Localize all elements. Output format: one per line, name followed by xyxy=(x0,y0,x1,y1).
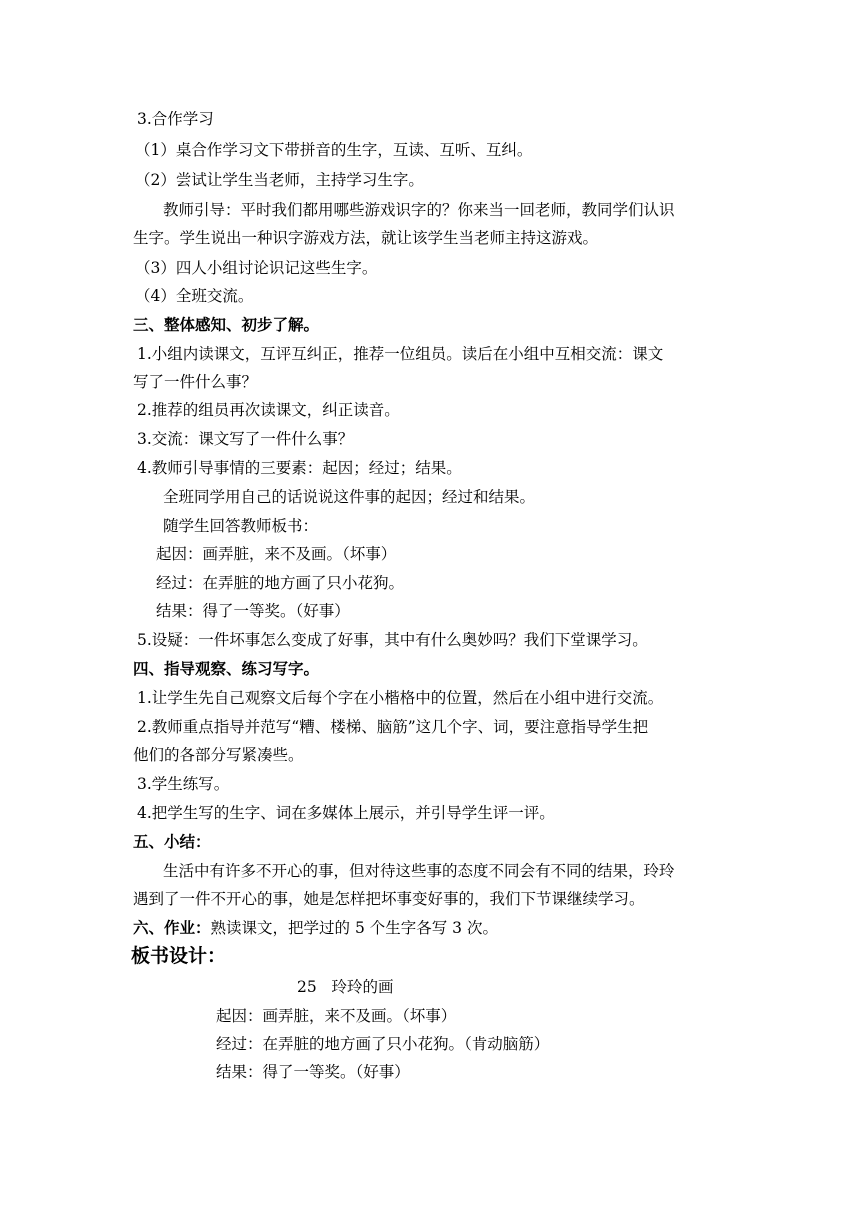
text-line: 4.教师引导事情的三要素：起因；经过；结果。 xyxy=(137,459,462,477)
text-line: 3.合作学习 xyxy=(137,110,214,128)
text-line: 3.学生练写。 xyxy=(137,775,230,793)
text-line: 他们的各部分写紧凑些。 xyxy=(133,746,304,764)
text-line: 4.把学生写的生字、词在多媒体上展示，并引导学生评一评。 xyxy=(137,804,555,822)
text-line: 写了一件什么事？ xyxy=(133,373,258,391)
text-line: 生字。学生说出一种识字游戏方法，就让该学生当老师主持这游戏。 xyxy=(133,229,599,247)
text-line: （4）全班交流。 xyxy=(135,287,254,305)
text-line: 随学生回答教师板书： xyxy=(163,517,319,535)
section-heading: 五、小结： xyxy=(133,832,211,851)
homework-line xyxy=(133,918,498,938)
homework-text: 熟读课文，把学过的 5 个生字各写 3 次。 xyxy=(210,919,498,937)
text-line: 结果：得了一等奖。（好事） xyxy=(156,602,350,620)
text-line: 遇到了一件不开心的事，她是怎样把坏事变好事的，我们下节课继续学习。 xyxy=(133,890,645,908)
section-heading: 六、作业： xyxy=(133,918,211,937)
text-line: 结果：得了一等奖。（好事） xyxy=(216,1063,410,1081)
section-heading: 四、指导观察、练习写字。 xyxy=(133,659,320,678)
text-line: 1.小组内读课文，互评互纠正，推荐一位组员。读后在小组中互相交流：课文 xyxy=(137,345,664,363)
text-line: 5.设疑：一件坏事怎么变成了好事，其中有什么奥妙吗？我们下堂课学习。 xyxy=(137,631,648,649)
text-line: 2.推荐的组员再次读课文，纠正读音。 xyxy=(137,401,400,419)
text-line: （1）桌合作学习文下带拼音的生字，互读、互听、互纠。 xyxy=(135,141,533,159)
text-line: 教师引导：平时我们都用哪些游戏识字的？你来当一回老师，教同学们认识 xyxy=(163,201,675,219)
text-line: 全班同学用自己的话说说这件事的起因；经过和结果。 xyxy=(163,488,536,506)
text-line: 生活中有许多不开心的事，但对待这些事的态度不同会有不同的结果，玲玲 xyxy=(163,862,675,880)
text-line: 经过：在弄脏的地方画了只小花狗。 xyxy=(156,574,405,592)
text-line: 3.交流：课文写了一件什么事？ xyxy=(137,430,354,448)
board-title: 25 玲玲的画 xyxy=(297,978,394,996)
text-line: （2）尝试让学生当老师，主持学习生字。 xyxy=(135,171,424,189)
board-design-heading: 板书设计： xyxy=(131,945,227,967)
text-line: 1.让学生先自己观察文后每个字在小楷格中的位置，然后在小组中进行交流。 xyxy=(137,689,664,707)
section-heading: 三、整体感知、初步了解。 xyxy=(133,315,320,334)
text-line: （3）四人小组讨论识记这些生字。 xyxy=(135,259,378,277)
text-line: 起因：画弄脏，来不及画。（坏事） xyxy=(216,1007,457,1025)
text-line: 经过：在弄脏的地方画了只小花狗。（肯动脑筋） xyxy=(216,1035,550,1053)
text-line: 2.教师重点指导并范写“糟、楼梯、脑筋”这几个字、词，要注意指导学生把 xyxy=(137,718,649,736)
text-line: 起因：画弄脏，来不及画。（坏事） xyxy=(156,545,397,563)
